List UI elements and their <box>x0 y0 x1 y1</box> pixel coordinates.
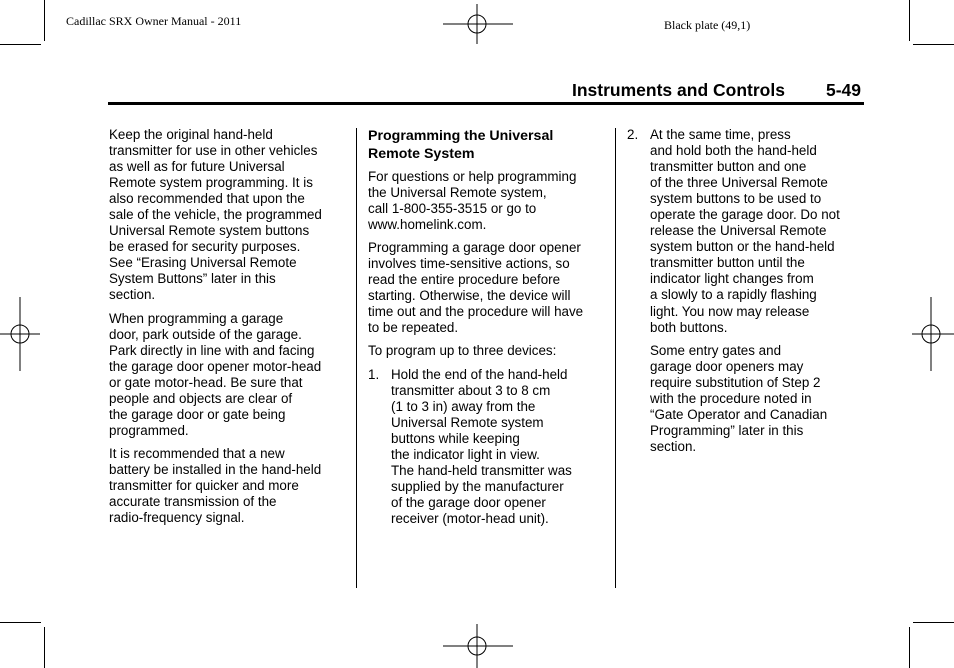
step-number: 1. <box>368 366 380 382</box>
column-divider <box>615 128 616 588</box>
crop-mark <box>909 627 910 668</box>
crop-mark <box>0 44 41 45</box>
subsection-heading: Programming the Universal Remote System <box>368 128 554 162</box>
list-item <box>368 367 608 527</box>
paragraph: When programming a garage door, park outside of the garage. Park directly in line with and facing the garage door opener motor-head or gate motor-head. Be sure that people and objects are clear of the garage door or gate being programmed. <box>109 310 322 438</box>
plate-info: Black plate (49,1) <box>664 18 751 32</box>
page-number: 5-49 <box>826 80 862 100</box>
registration-mark-icon <box>437 624 517 668</box>
paragraph: Keep the original hand-held transmitter for use in other vehicles as well as for future Universal Remote system programming. It is also recommended that upon the sale of the vehicle, the programmed Universal Remote system buttons be erased for security purposes. See “Erasing Universal Remote System Buttons” later in this section. <box>109 127 322 303</box>
column-2 <box>368 127 608 534</box>
paragraph: For questions or help programming the Universal Remote system, call 1-800-355-3515 or go to www.homelink.com. <box>368 169 577 233</box>
step-note: Some entry gates and garage door openers may require substitution of Step 2 with the procedure noted in “Gate Operator and Canadian Programming” later in this section. <box>650 342 828 454</box>
document-info: Cadillac SRX Owner Manual - 2011 <box>66 14 242 28</box>
column-1 <box>109 127 349 533</box>
crop-mark <box>913 44 954 45</box>
list-item <box>627 127 867 455</box>
registration-mark-icon <box>912 297 954 371</box>
header-rule <box>108 102 864 105</box>
column-3 <box>627 127 867 462</box>
paragraph: It is recommended that a new battery be installed in the hand-held transmitter for quicker and more accurate transmission of the radio-frequency signal. <box>109 445 322 526</box>
paragraph: Programming a garage door opener involves time-sensitive actions, so read the entire procedure before starting. Otherwise, the device will time out and the procedure will have to be repeated. <box>368 240 584 336</box>
step-number: 2. <box>627 127 639 142</box>
crop-mark <box>913 622 954 623</box>
column-divider <box>356 128 357 588</box>
crop-mark <box>0 622 41 623</box>
registration-mark-icon <box>437 4 517 44</box>
crop-mark <box>44 0 45 41</box>
crop-mark <box>44 627 45 668</box>
registration-mark-icon <box>0 297 40 371</box>
section-title: Instruments and Controls <box>572 80 785 100</box>
crop-mark <box>909 0 910 41</box>
step-text: Hold the end of the hand-held transmitter about 3 to 8 cm (1 to 3 in) away from the Universal Remote system buttons while keeping the indicator light in view. The hand-held transmitter was supplied by the manufacturer of the garage door opener receiver (motor-head unit). <box>391 366 572 526</box>
paragraph: To program up to three devices: <box>368 343 557 359</box>
step-text: At the same time, press and hold both the hand-held transmitter button and one of the three Universal Remote system buttons to be used to operate the garage door. Do not release the Universal Remote system button or the hand-held transmitter button until the indicator light changes from a slowly to a rapidly flashing light. You now may release both buttons. <box>650 127 840 335</box>
